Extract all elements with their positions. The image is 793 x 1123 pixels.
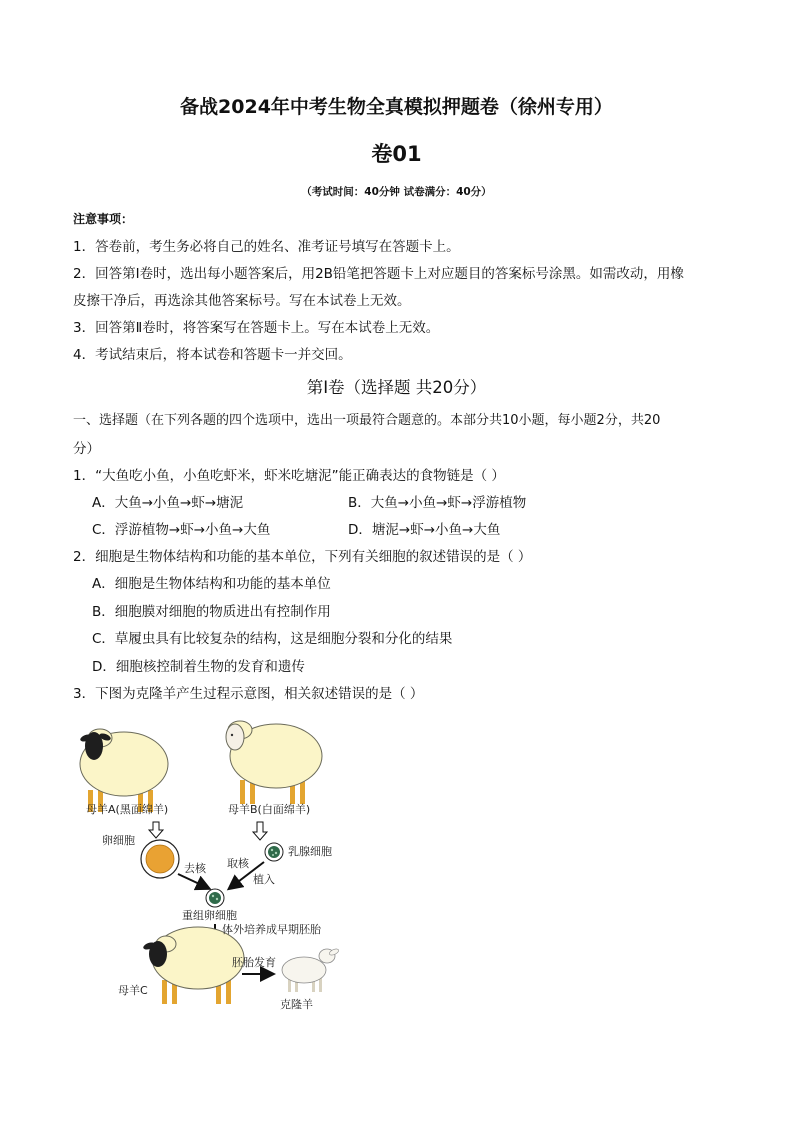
q2-option-a: A．细胞是生物体结构和功能的基本单位 [92, 576, 331, 592]
sheep-b-icon [226, 721, 322, 804]
q2-stem: 2．细胞是生物体结构和功能的基本单位，下列有关细胞的叙述错误的是（ ） [73, 549, 532, 565]
label-mammary-cell: 乳腺细胞 [288, 845, 332, 858]
mammary-cell-icon [265, 843, 283, 861]
page-subtitle: 卷01 [371, 142, 422, 166]
arrow-down-a-icon [149, 822, 163, 838]
label-egg-cell: 卵细胞 [102, 834, 135, 847]
q2-option-c: C．草履虫具有比较复杂的结构，这是细胞分裂和分化的结果 [92, 631, 453, 647]
label-sheep-b: 母羊B(白面绵羊) [228, 803, 311, 816]
q3-stem: 3．下图为克隆羊产生过程示意图，相关叙述错误的是（ ） [73, 686, 424, 702]
label-remove-nucleus: 去核 [184, 862, 206, 875]
notice-item-2-cont: 皮擦干净后，再选涂其他答案标号。写在本试卷上无效。 [73, 293, 411, 309]
clone-lamb-icon [282, 948, 340, 992]
q1-stem: 1．“大鱼吃小鱼，小鱼吃虾米，虾米吃塘泥”能正确表达的食物链是（ ） [73, 468, 505, 484]
notice-heading: 注意事项： [73, 212, 134, 226]
exam-info: （考试时间：40分钟 试卷满分：40分） [301, 186, 492, 198]
label-embryo-development: 胚胎发育 [232, 956, 276, 969]
arrow-down-b-icon [253, 822, 267, 840]
q1-option-c: C．浮游植物→虾→小鱼→大鱼 [92, 522, 271, 538]
sheep-c-icon [142, 927, 244, 1004]
label-culture: 体外培养成早期胚胎 [222, 923, 321, 936]
instructions-line-1: 一、选择题（在下列各题的四个选项中，选出一项最符合题意的。本部分共10小题，每小题2分，共20 [73, 413, 661, 428]
notice-item-3: 3．回答第Ⅱ卷时，将答案写在答题卡上。写在本试卷上无效。 [73, 320, 440, 336]
cloning-diagram-graphic [74, 712, 374, 1022]
q2-option-b: B．细胞膜对细胞的物质进出有控制作用 [92, 604, 331, 620]
notice-item-4: 4．考试结束后，将本试卷和答题卡一并交回。 [73, 347, 352, 363]
section-title: 第Ⅰ卷（选择题 共20分） [306, 378, 487, 397]
label-clone: 克隆羊 [280, 998, 313, 1011]
label-take-nucleus: 取核 [227, 857, 249, 870]
label-sheep-a: 母羊A(黑面绵羊) [86, 803, 169, 816]
q1-option-b: B．大鱼→小鱼→虾→浮游植物 [348, 495, 527, 511]
label-implant: 植入 [253, 873, 275, 886]
instructions-line-2: 分） [73, 441, 100, 457]
sheep-a-icon [79, 729, 168, 812]
q2-option-d: D．细胞核控制着生物的发育和遗传 [92, 659, 305, 675]
label-recombined-egg: 重组卵细胞 [182, 909, 237, 922]
q1-option-a: A．大鱼→小鱼→虾→塘泥 [92, 495, 244, 511]
notice-item-1: 1．答卷前，考生务必将自己的姓名、准考证号填写在答题卡上。 [73, 239, 460, 255]
recombined-egg-icon [206, 889, 224, 907]
arrow-remove-nucleus-icon [178, 874, 208, 888]
egg-cell-icon [141, 840, 179, 878]
q1-option-d: D．塘泥→虾→小鱼→大鱼 [348, 522, 501, 538]
notice-item-2: 2．回答第Ⅰ卷时，选出每小题答案后，用2B铅笔把答题卡上对应题目的答案标号涂黑。如需改动，用橡 [73, 266, 684, 282]
cloning-diagram [74, 712, 374, 1022]
label-sheep-c: 母羊C [118, 984, 148, 997]
page-title: 备战2024年中考生物全真模拟押题卷（徐州专用） [180, 96, 613, 118]
